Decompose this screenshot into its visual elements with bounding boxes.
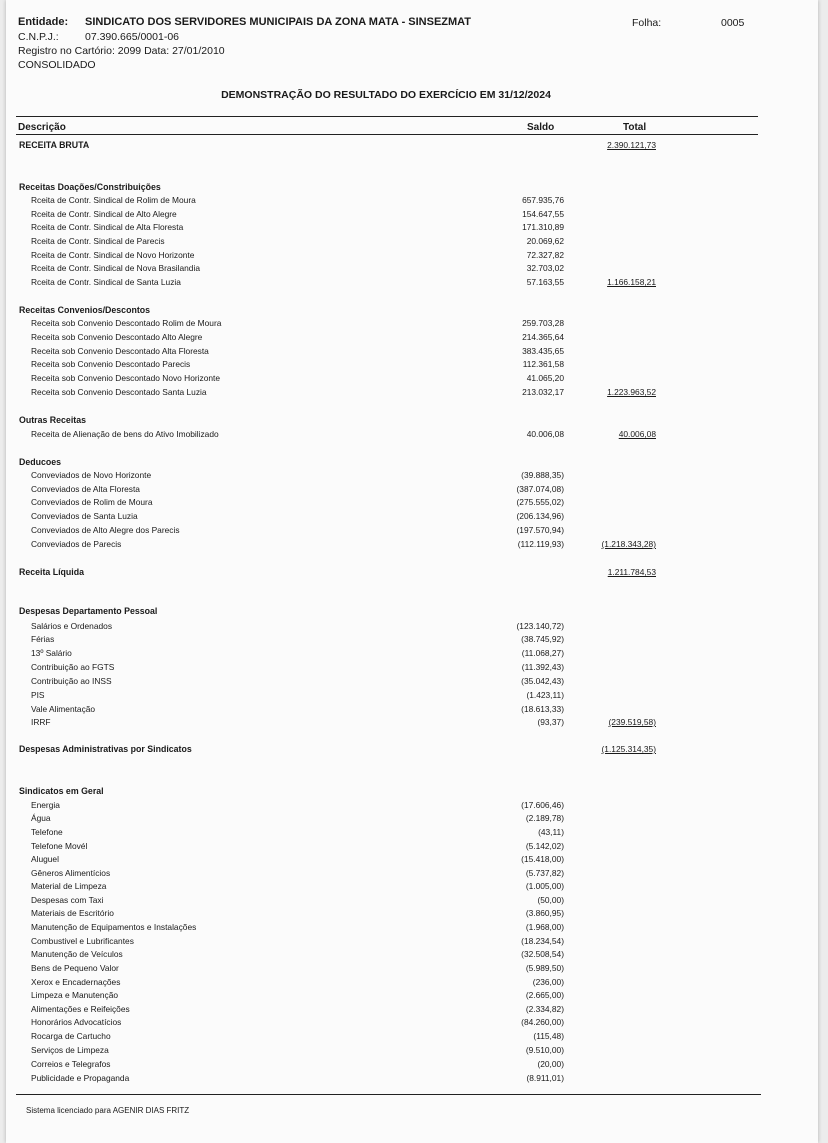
row-balance: (1.005,00) — [525, 881, 564, 891]
row-description: Despesas Departamento Pessoal — [19, 606, 158, 616]
row-description: Contribuição ao INSS — [31, 676, 112, 686]
sheet-label: Folha: — [632, 17, 662, 29]
row-description: Gêneros Alimentícios — [31, 868, 111, 878]
line-item-row — [6, 1016, 806, 1028]
line-item-row — [6, 853, 806, 865]
line-item-row — [6, 469, 806, 481]
row-total: 40.006,08 — [618, 429, 656, 439]
line-item-row — [6, 194, 806, 206]
line-item-row — [6, 867, 806, 879]
footer-license: Sistema licenciado para AGENIR DIAS FRITZ — [26, 1106, 190, 1115]
row-balance: 259.703,28 — [522, 318, 564, 328]
row-balance: (2.665,00) — [525, 990, 564, 1000]
line-item-row — [6, 703, 806, 715]
row-balance: 657.935,76 — [522, 195, 564, 205]
row-description: Deducoes — [19, 457, 62, 467]
line-item-row — [6, 524, 806, 536]
row-description: Aluguel — [31, 854, 59, 864]
row-description: Receitas Doações/Constribuições — [19, 182, 161, 192]
section-row — [6, 414, 806, 426]
section-row — [6, 605, 806, 617]
row-balance: (11.392,43) — [521, 662, 564, 672]
row-description: Correios e Telegrafos — [31, 1059, 111, 1069]
row-description: Manutenção de Veículos — [31, 949, 123, 959]
row-description: Combustivel e Lubrificantes — [31, 936, 134, 946]
line-item-row — [6, 483, 806, 495]
row-description: Receita sob Convenio Descontado Rolim de Moura — [31, 318, 222, 328]
row-total: 1.211.784,53 — [607, 567, 656, 577]
row-description: Bens de Pequeno Valor — [31, 963, 119, 973]
row-description: Despesas Administrativas por Sindicatos — [19, 744, 192, 754]
row-description: Rceita de Contr. Sindical de Alta Floresta — [31, 222, 184, 232]
entity-name: SINDICATO DOS SERVIDORES MUNICIPAIS DA ZONA MATA - SINSEZMAT — [85, 16, 472, 28]
row-balance: (18.234,54) — [521, 936, 564, 946]
row-description: 13º Salário — [31, 648, 72, 658]
line-item-row — [6, 812, 806, 824]
row-balance: 112.361,58 — [522, 359, 564, 369]
row-balance: 383.435,65 — [522, 346, 564, 356]
row-description: Receita de Alienação de bens do Ativo Imobilizado — [31, 429, 219, 439]
row-description: Salários e Ordenados — [31, 621, 113, 631]
row-balance: 20.069,62 — [526, 236, 564, 246]
cnpj-value: 07.390.665/0001-06 — [85, 31, 180, 43]
line-item-row — [6, 496, 806, 508]
row-balance: (93,37) — [537, 717, 564, 727]
row-description: Receita sob Convenio Descontado Parecis — [31, 359, 191, 369]
row-balance: (1.968,00) — [525, 922, 564, 932]
row-total: 1.166.158,21 — [607, 277, 656, 287]
line-item-row — [6, 1003, 806, 1015]
registry-info: Registro no Cartório: 2099 Data: 27/01/2010 — [18, 45, 225, 57]
line-item-row — [6, 894, 806, 906]
line-item-row — [6, 386, 806, 398]
row-description: Água — [31, 813, 51, 823]
line-item-row — [6, 262, 806, 274]
line-item-row — [6, 661, 806, 673]
line-item-row — [6, 1044, 806, 1056]
section-row — [6, 139, 806, 151]
report-title: DEMONSTRAÇÃO DO RESULTADO DO EXERCÍCIO EM 31/12/2024 — [221, 89, 551, 101]
row-description: Receita sob Convenio Descontado Novo Horizonte — [31, 373, 221, 383]
row-description: Telefone Movél — [31, 841, 88, 851]
row-description: Conveviados de Novo Horizonte — [31, 470, 152, 480]
header-rule — [16, 134, 758, 135]
row-description: Rceita de Contr. Sindical de Alto Alegre — [31, 209, 177, 219]
row-description: Receita Líquida — [19, 567, 85, 577]
row-description: Receita sob Convenio Descontado Alta Floresta — [31, 346, 209, 356]
row-description: Vale Alimentação — [31, 704, 96, 714]
row-description: Receita sob Convenio Descontado Santa Luzia — [31, 387, 207, 397]
row-balance: (39.888,35) — [521, 470, 564, 480]
row-total: (1.125.314,35) — [601, 744, 656, 754]
top-rule — [16, 116, 758, 117]
line-item-row — [6, 221, 806, 233]
row-balance: (2.334,82) — [525, 1004, 564, 1014]
row-balance: (206.134,96) — [516, 511, 564, 521]
row-description: Alimentações e Reifeições — [31, 1004, 130, 1014]
line-item-row — [6, 1030, 806, 1042]
row-description: Conveviados de Alto Alegre dos Parecis — [31, 525, 180, 535]
line-item-row — [6, 962, 806, 974]
line-item-row — [6, 372, 806, 384]
row-description: Outras Receitas — [19, 415, 86, 425]
row-balance: (387.074,08) — [516, 484, 564, 494]
row-description: Rceita de Contr. Sindical de Novo Horizonte — [31, 250, 195, 260]
row-description: IRRF — [31, 717, 51, 727]
line-item-row — [6, 675, 806, 687]
line-item-row — [6, 907, 806, 919]
section-row — [6, 566, 806, 578]
line-item-row — [6, 880, 806, 892]
row-balance: 57.163,55 — [526, 277, 564, 287]
row-description: Rceita de Contr. Sindical de Santa Luzia — [31, 277, 181, 287]
document-page — [6, 0, 818, 1143]
row-balance: (1.423,11) — [526, 690, 564, 700]
line-item-row — [6, 331, 806, 343]
row-description: Rceita de Contr. Sindical de Parecis — [31, 236, 165, 246]
consolidated-label: CONSOLIDADO — [18, 59, 96, 71]
bottom-rule — [16, 1094, 761, 1095]
row-description: Serviços de Limpeza — [31, 1045, 109, 1055]
row-balance: 32.703,02 — [526, 263, 564, 273]
row-balance: (275.555,02) — [516, 497, 564, 507]
row-description: Materiais de Escritório — [31, 908, 114, 918]
line-item-row — [6, 948, 806, 960]
section-row — [6, 456, 806, 468]
row-description: Conveviados de Parecis — [31, 539, 122, 549]
line-item-row — [6, 840, 806, 852]
row-description: Energia — [31, 800, 60, 810]
section-row — [6, 785, 806, 797]
section-row — [6, 304, 806, 316]
row-description: Férias — [31, 634, 55, 644]
row-balance: (17.606,46) — [521, 800, 564, 810]
row-balance: (32.508,54) — [521, 949, 564, 959]
line-item-row — [6, 989, 806, 1001]
cnpj-label: C.N.P.J.: — [18, 31, 59, 43]
line-item-row — [6, 799, 806, 811]
row-description: Sindicatos em Geral — [19, 786, 104, 796]
row-balance: (11.068,27) — [521, 648, 564, 658]
col-total: Total — [623, 122, 647, 133]
line-item-row — [6, 921, 806, 933]
line-item-row — [6, 689, 806, 701]
line-item-row — [6, 235, 806, 247]
row-balance: 171.310,89 — [522, 222, 564, 232]
row-balance: (8.911,01) — [526, 1073, 564, 1083]
row-balance: 40.006,08 — [526, 429, 564, 439]
row-description: Rceita de Contr. Sindical de Rolim de Moura — [31, 195, 196, 205]
row-balance: (20,00) — [537, 1059, 564, 1069]
row-description: Manutenção de Equipamentos e Instalações — [31, 922, 197, 932]
row-description: Receitas Convenios/Descontos — [19, 305, 151, 315]
line-item-row — [6, 208, 806, 220]
row-description: Xerox e Encadernações — [31, 977, 121, 987]
row-balance: (3.860,95) — [525, 908, 564, 918]
row-description: Receita sob Convenio Descontado Alto Alegre — [31, 332, 203, 342]
row-description: Material de Limpeza — [31, 881, 107, 891]
line-item-row — [6, 1058, 806, 1070]
row-balance: (38.745,92) — [521, 634, 564, 644]
row-balance: (115,48) — [533, 1031, 564, 1041]
row-total: (1.218.343,28) — [601, 539, 656, 549]
row-balance: (5.142,02) — [525, 841, 564, 851]
section-row — [6, 181, 806, 193]
col-balance: Saldo — [527, 122, 555, 133]
row-description: Contribuição ao FGTS — [31, 662, 115, 672]
row-balance: (112.119,93) — [517, 539, 564, 549]
row-balance: (2.189,78) — [525, 813, 564, 823]
row-balance: (50,00) — [537, 895, 564, 905]
section-row — [6, 743, 806, 755]
col-description: Descrição — [18, 122, 66, 133]
line-item-row — [6, 716, 806, 728]
row-total: 1.223.963,52 — [607, 387, 656, 397]
line-item-row — [6, 249, 806, 261]
row-balance: 72.327,82 — [526, 250, 564, 260]
row-description: PIS — [31, 690, 45, 700]
row-balance: 214.365,64 — [522, 332, 564, 342]
entity-label: Entidade: — [18, 16, 69, 28]
line-item-row — [6, 538, 806, 550]
row-balance: (18.613,33) — [521, 704, 564, 714]
line-item-row — [6, 276, 806, 288]
line-item-row — [6, 358, 806, 370]
row-description: Conveviados de Santa Luzia — [31, 511, 138, 521]
line-item-row — [6, 317, 806, 329]
row-description: Rceita de Contr. Sindical de Nova Brasilandia — [31, 263, 200, 273]
row-balance: (197.570,94) — [516, 525, 564, 535]
row-balance: (5.737,82) — [525, 868, 564, 878]
row-total: (239.519,58) — [608, 717, 656, 727]
line-item-row — [6, 345, 806, 357]
line-item-row — [6, 510, 806, 522]
row-balance: 154.647,55 — [522, 209, 564, 219]
row-description: Conveviados de Alta Floresta — [31, 484, 140, 494]
line-item-row — [6, 647, 806, 659]
sheet-number: 0005 — [721, 17, 745, 29]
row-description: Rocarga de Cartucho — [31, 1031, 111, 1041]
line-item-row — [6, 935, 806, 947]
row-description: Limpeza e Manutenção — [31, 990, 119, 1000]
line-item-row — [6, 826, 806, 838]
row-description: Telefone — [31, 827, 63, 837]
line-item-row — [6, 620, 806, 632]
row-description: Despesas com Taxi — [31, 895, 104, 905]
row-balance: (236,00) — [532, 977, 564, 987]
row-balance: (84.260,00) — [521, 1017, 564, 1027]
row-balance: (123.140,72) — [516, 621, 564, 631]
row-balance: (35.042,43) — [521, 676, 564, 686]
row-balance: (43,11) — [538, 827, 564, 837]
row-balance: (9.510,00) — [525, 1045, 564, 1055]
row-description: RECEITA BRUTA — [19, 140, 90, 150]
row-balance: (5.989,50) — [525, 963, 564, 973]
row-balance: 41.065,20 — [526, 373, 564, 383]
row-balance: (15.418,00) — [521, 854, 564, 864]
row-total: 2.390.121,73 — [607, 140, 656, 150]
line-item-row — [6, 633, 806, 645]
line-item-row — [6, 428, 806, 440]
row-description: Publicidade e Propaganda — [31, 1073, 130, 1083]
line-item-row — [6, 976, 806, 988]
row-balance: 213.032,17 — [522, 387, 564, 397]
line-item-row — [6, 1072, 806, 1084]
row-description: Honorários Advocatícios — [31, 1017, 122, 1027]
row-description: Conveviados de Rolim de Moura — [31, 497, 153, 507]
